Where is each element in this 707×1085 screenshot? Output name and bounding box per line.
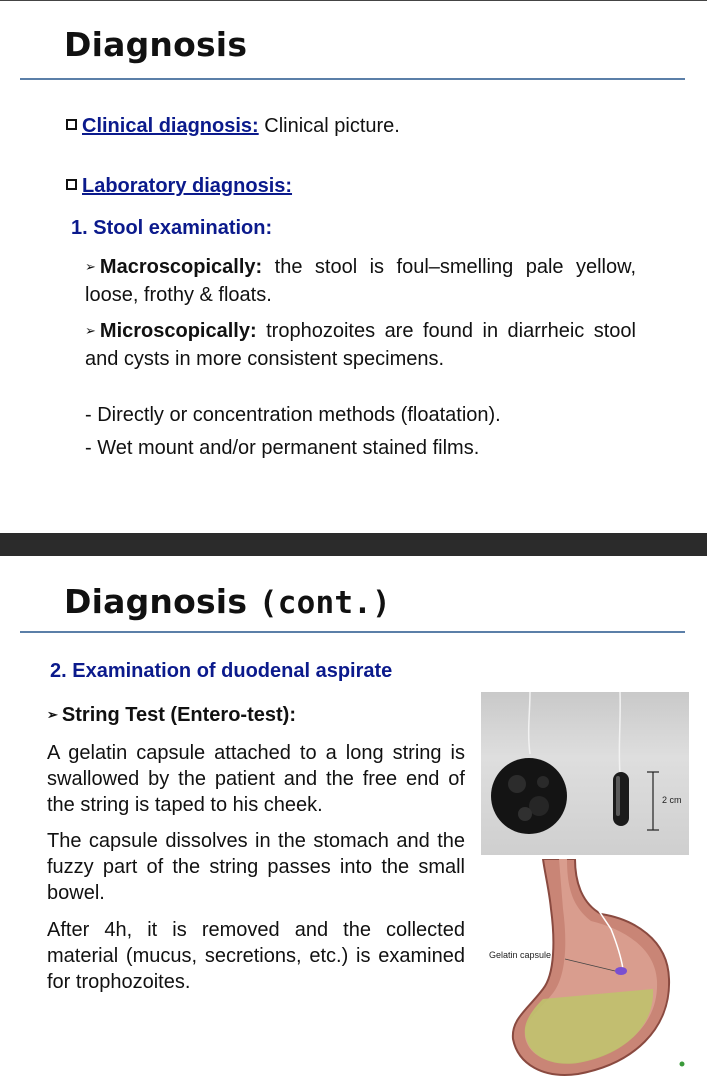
macroscopic-label: Macroscopically:: [99, 256, 263, 278]
stomach-diagram: [483, 859, 689, 1083]
paragraph-removed: After 4h, it is removed and the collected material (mucus, secretions, etc.) is examined for trophozoites.: [47, 919, 465, 993]
arrow-bullet-icon: ➢: [47, 707, 58, 722]
stomach-illustration: [483, 859, 689, 1083]
paragraph-capsule: A gelatin capsule attached to a long string is swallowed by the patient and the free end of the string is taped to his cheek.: [47, 742, 465, 816]
capsule-marker-icon: [615, 967, 627, 975]
slide-title-text: Diagnosis: [64, 582, 248, 621]
arrow-bullet-icon: ➢: [85, 259, 96, 274]
clinical-diagnosis-text: Clinical picture.: [258, 115, 400, 137]
string-test-photo: [481, 692, 689, 855]
microscopic-label: Microscopically:: [99, 320, 257, 342]
square-bullet-icon: [66, 119, 77, 130]
macroscopic-text: the stool is foul–smelling pale yellow, loose, frothy & floats.: [85, 256, 636, 306]
microscopic-item: [85, 318, 636, 372]
laboratory-diagnosis-item: [66, 173, 292, 199]
scale-label: 2 cm: [662, 795, 682, 805]
paragraph-dissolves: The capsule dissolves in the stomach and the fuzzy part of the string passes into the small bowel.: [47, 830, 465, 904]
laboratory-diagnosis-label: Laboratory diagnosis:: [82, 175, 293, 197]
clinical-diagnosis-label: Clinical diagnosis:: [82, 115, 259, 137]
microscopic-text: trophozoites are found in diarrheic stool and cysts in more consistent specimens.: [85, 320, 636, 370]
stool-examination-heading: 1. Stool examination:: [71, 217, 273, 239]
slide-diagnosis: [0, 0, 707, 533]
slide-diagnosis-cont: [0, 556, 707, 1085]
slide-title-suffix: (cont.): [258, 585, 391, 621]
string-test-item: [47, 702, 296, 730]
clinical-diagnosis-item: [66, 113, 400, 139]
title-rule: [20, 78, 685, 80]
string-test-illustration: [481, 692, 689, 855]
direct-methods-text: - Directly or concentration methods (floatation).: [85, 404, 501, 426]
wet-mount-text: - Wet mount and/or permanent stained films.: [85, 437, 480, 459]
slide-title: Diagnosis: [64, 25, 248, 64]
title-rule: [20, 631, 685, 633]
slide-title: [64, 582, 391, 621]
arrow-bullet-icon: ➢: [85, 323, 96, 338]
square-bullet-icon: [66, 179, 77, 190]
gelatin-capsule-icon: [613, 772, 629, 826]
string-test-label: String Test (Entero-test):: [61, 704, 296, 726]
duodenal-aspirate-heading: 2. Examination of duodenal aspirate: [50, 660, 393, 682]
macroscopic-item: [85, 254, 636, 308]
gelatin-capsule-label: Gelatin capsule: [489, 950, 552, 960]
fuzzy-string-ball: [491, 758, 567, 834]
